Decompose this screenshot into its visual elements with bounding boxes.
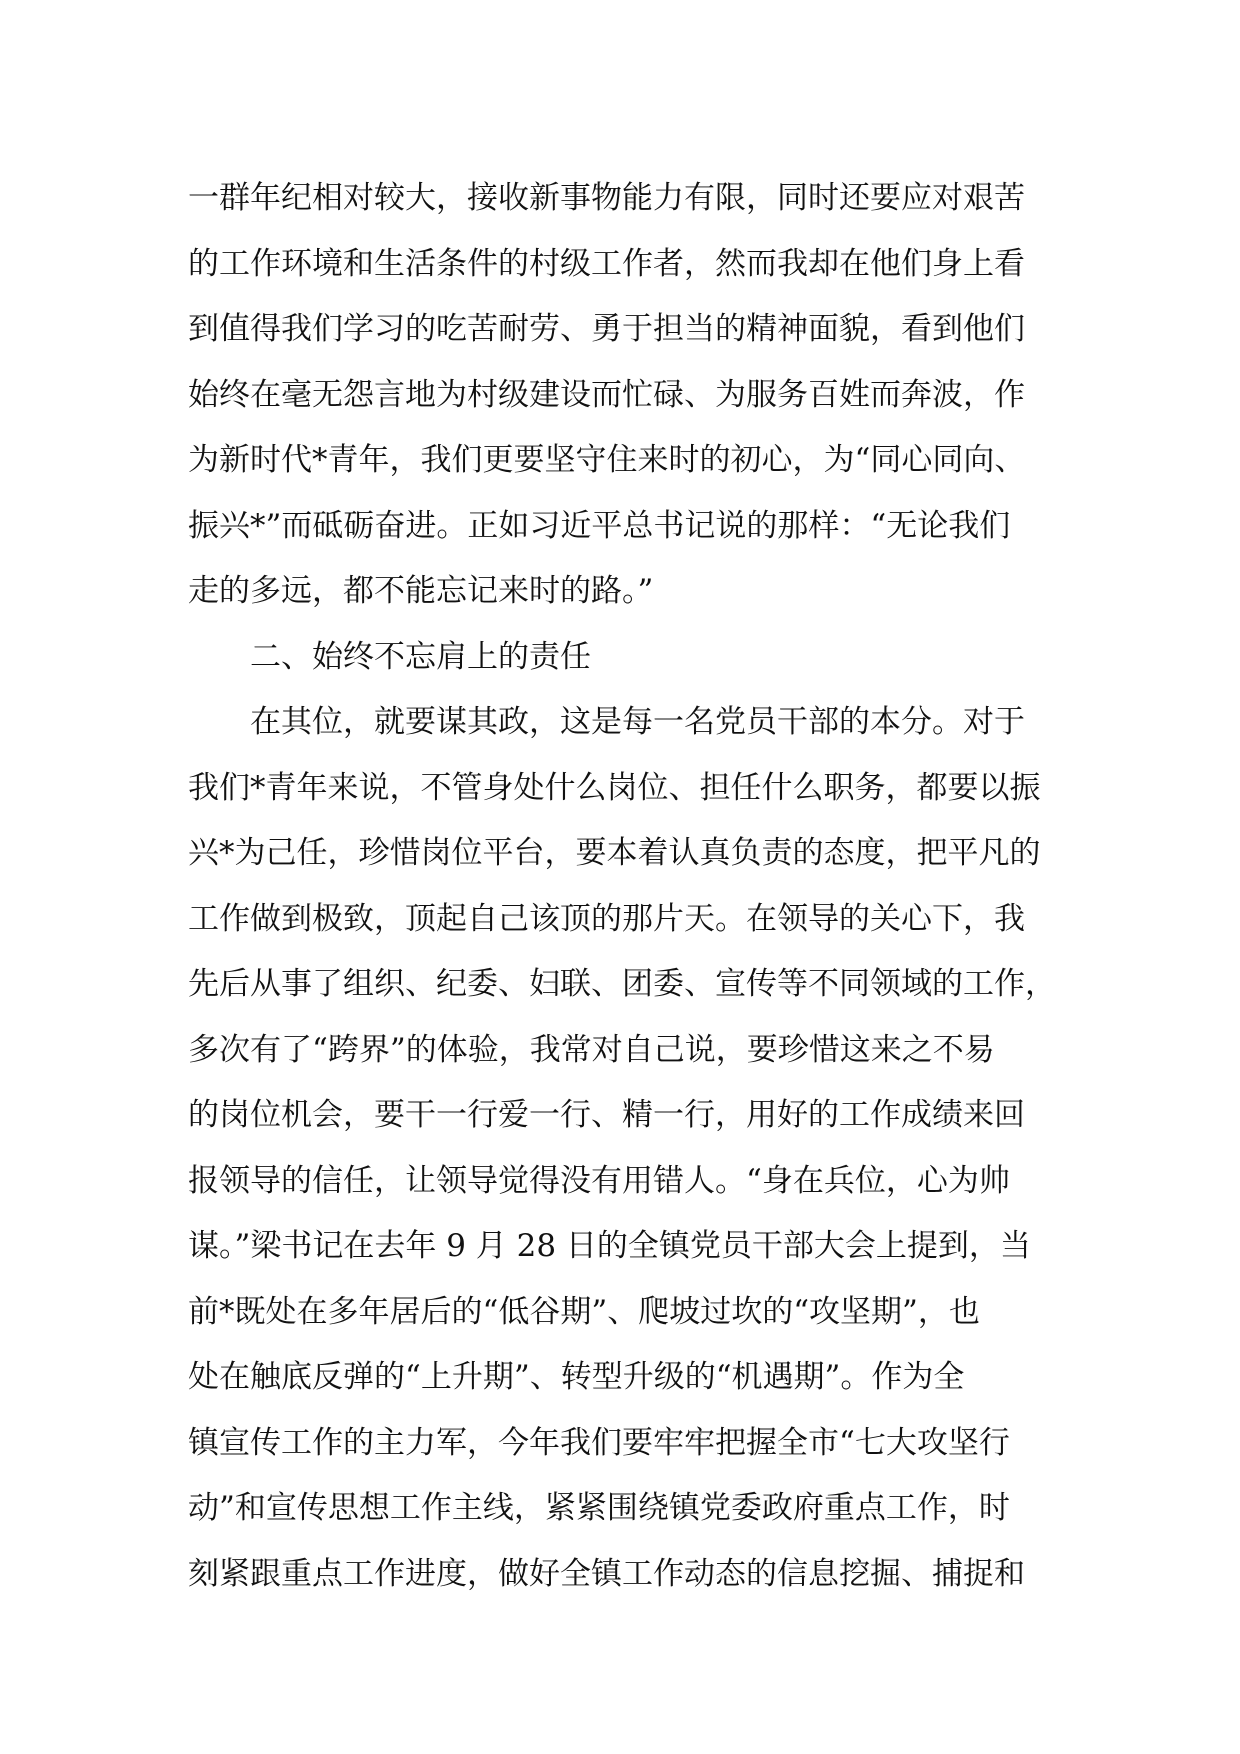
text-line: 的岗位机会，要干一行爱一行、精一行，用好的工作成绩来回 — [188, 1097, 1025, 1133]
text-line: 前*既处在多年居后的“低谷期”、爬坡过坎的“攻坚期”，也 — [188, 1293, 980, 1330]
text-line: 兴*为己任，珍惜岗位平台，要本着认真负责的态度，把平凡的 — [188, 835, 1041, 871]
document-body — [188, 166, 1088, 1607]
text-line: 镇宣传工作的主力军，今年我们要牢牢把握全市“七大攻坚行 — [188, 1424, 1010, 1461]
text-line: 先后从事了组织、纪委、妇联、团委、宣传等不同领域的工作， — [188, 966, 1056, 1002]
section-heading: 二、始终不忘肩上的责任 — [250, 638, 591, 675]
text-line: 工作做到极致，顶起自己该顶的那片天。在领导的关心下，我 — [188, 900, 1025, 937]
text-line: 的工作环境和生活条件的村级工作者，然而我却在他们身上看 — [188, 245, 1025, 282]
text-line: 我们*青年来说，不管身处什么岗位、担任什么职务，都要以振 — [188, 769, 1041, 806]
text-line: 刻紧跟重点工作进度，做好全镇工作动态的信息挖掘、捕捉和 — [188, 1555, 1025, 1592]
text-line: 到值得我们学习的吃苦耐劳、勇于担当的精神面貌，看到他们 — [188, 311, 1025, 347]
text-line: 走的多远，都不能忘记来时的路。” — [188, 573, 654, 609]
text-line: 振兴*”而砥砺奋进。正如习近平总书记说的那样：“无论我们 — [188, 507, 1011, 544]
text-line: 谋。”梁书记在去年 9 月 28 日的全镇党员干部大会上提到，当 — [188, 1228, 1031, 1264]
text-line: 报领导的信任，让领导觉得没有用错人。“身在兵位，心为帅 — [188, 1162, 1010, 1199]
text-line: 动”和宣传思想工作主线，紧紧围绕镇党委政府重点工作，时 — [188, 1490, 1010, 1526]
text-line: 始终在毫无怨言地为村级建设而忙碌、为服务百姓而奔波，作 — [188, 376, 1025, 413]
text-line: 多次有了“跨界”的体验，我常对自己说，要珍惜这来之不易 — [188, 1031, 995, 1068]
text-line: 为新时代*青年，我们更要坚守住来时的初心，为“同心同向、 — [188, 442, 1026, 478]
paragraph-first-line: 在其位，就要谋其政，这是每一名党员干部的本分。对于 — [250, 704, 1025, 740]
text-line: 处在触底反弹的“上升期”、转型升级的“机遇期”。作为全 — [188, 1359, 965, 1395]
text-line: 一群年纪相对较大，接收新事物能力有限，同时还要应对艰苦 — [188, 180, 1025, 216]
